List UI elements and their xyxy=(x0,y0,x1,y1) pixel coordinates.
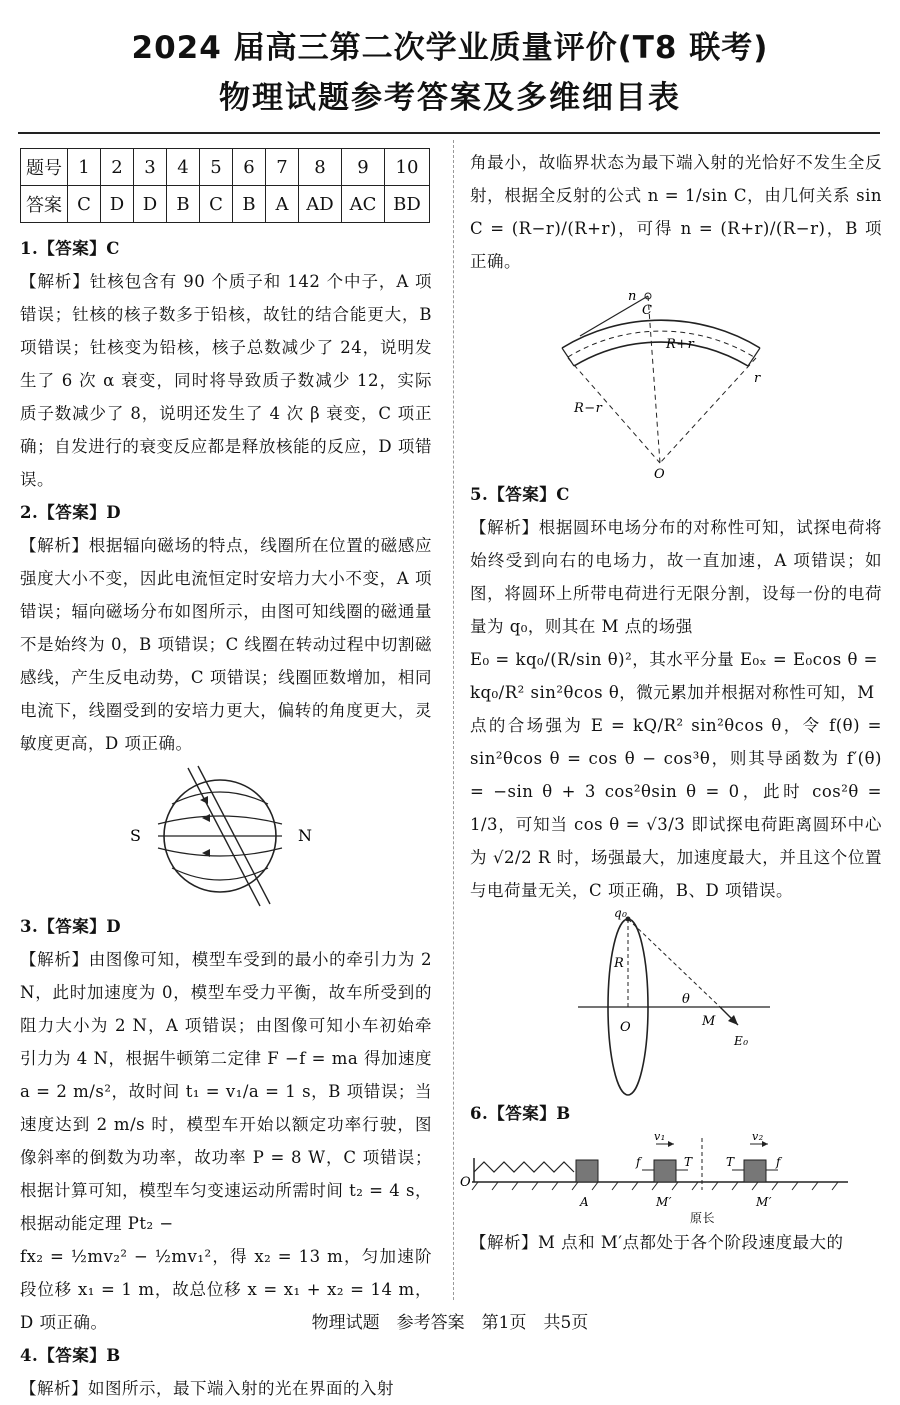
q5-analysis: 【解析】根据圆环电场分布的对称性可知，试探电荷将始终受到向右的电场力，故一直加速，A 项错误；如图，将圆环上所带电荷进行无限分割，设每一份的电荷量为 q₀，则其在 M 点的场强 xyxy=(470,518,882,636)
fiber-figure xyxy=(470,278,882,482)
table-cell: AC xyxy=(342,186,385,223)
q6-analysis: 【解析】M 点和 M′点都处于各个阶段速度最大的 xyxy=(470,1233,844,1252)
row-label: 答案 xyxy=(21,186,68,223)
q3-analysis-cont: fx₂ = ½mv₂² − ½mv₁²，得 x₂ = 13 m，匀加速阶段位移 x₁ = 1 m，故总位移 x = x₁ + x₂ = 14 m，D 项正确。 xyxy=(20,1247,432,1332)
table-cell: 9 xyxy=(342,149,385,186)
o-label: O xyxy=(654,467,666,482)
q5-formula-2: kq₀/R² sin²θcos θ，微元累加并根据对称性可知，M xyxy=(470,683,875,702)
right-column xyxy=(460,146,882,1259)
table-cell: 2 xyxy=(101,149,134,186)
spring-figure xyxy=(458,1130,882,1226)
ring-center-label: O xyxy=(620,1020,632,1035)
page-subtitle: 物理试题参考答案及多维细目表 xyxy=(219,80,681,116)
m-point-label: M xyxy=(702,1014,716,1029)
table-cell: 5 xyxy=(200,149,233,186)
q5-analysis-cont: 点的合场强为 E = kQ/R² sin²θcos θ，令 f(θ) = sin²θcos θ = cos θ − cos³θ，则其导函数为 f′(θ) = −sin θ + 3 cos²θsin θ = 0，此时 cos²θ = 1/3，可知当 cos θ = √3/3 即试探电荷距离圆环中心为 √2/2 R 时，场强最大，加速度最大，并且这个位置与电荷量无关，C 项正确，B、D 项错误。 xyxy=(470,716,882,900)
column-divider xyxy=(453,140,454,1300)
answer-table-answer-row xyxy=(21,186,430,223)
r-minus-r-label: R−r xyxy=(574,401,603,416)
table-cell: 4 xyxy=(167,149,200,186)
table-cell: B xyxy=(233,186,266,223)
m-prime-label-2: M′ xyxy=(756,1195,773,1209)
r-plus-r-label: R+r xyxy=(666,337,695,352)
table-cell: 6 xyxy=(233,149,266,186)
t-label-2: T xyxy=(726,1155,735,1169)
v1-label: v₁ xyxy=(654,1130,666,1143)
q3-analysis: 【解析】由图像可知，模型车受到的最小的牵引力为 2 N，此时加速度为 0，模型车受力平衡，故车所受到的阻力大小为 2 N，A 项错误；由图像可知小车初始牵引力为 4 N，根据牛顿第二定律 F −f = ma 得加速度 a = 2 m/s²，故时间 t₁ = v₁/a = 1 s，B 项错误；当速度达到 2 m/s 时，模型车开始以额定功率行驶，图像斜率的倒数为功率，故功率 P = 8 W，C 项错误；根据计算可知，模型车匀变速运动所需时间 t₂ = 4 s，根据动能定理 Pt₂ − xyxy=(20,950,432,1233)
n-label: n xyxy=(628,289,637,304)
q5-answer: 5.【答案】C xyxy=(470,485,570,504)
answer-table-number-row xyxy=(21,149,430,186)
o-label: O xyxy=(460,1175,472,1190)
q4-analysis-cont: 角最小，故临界状态为最下端入射的光恰好不发生全反射，根据全反射的公式 n = 1/sin C，由几何关系 sin C = (R−r)/(R+r)，可得 n = (R+r)/(R−r)，B 项正确。 xyxy=(470,153,882,271)
row-label: 题号 xyxy=(21,149,68,186)
q1-answer: 1.【答案】C xyxy=(20,239,120,258)
table-cell: 7 xyxy=(266,149,299,186)
table-cell: 3 xyxy=(134,149,167,186)
page-footer: 物理试题 参考答案 第1页 共5页 xyxy=(311,1313,589,1333)
q2-analysis: 【解析】根据辐向磁场的特点，线圈所在位置的磁感应强度大小不变，因此电流恒定时安培力大小不变，A 项错误；辐向磁场分布如图所示，由图可知线圈的磁通量不是始终为 0，B 项错误；C 线圈在转动过程中切割磁感线，产生反电动势，C 项错误；线圈匝数增加，相同电流下，线圈受到的安培力更大，偏转的角度更大，灵敏度更高，D 项正确。 xyxy=(20,536,432,753)
m-prime-label-1: M′ xyxy=(656,1195,673,1209)
radial-field-figure xyxy=(20,760,432,910)
r-label: r xyxy=(754,371,761,386)
ring-figure xyxy=(470,907,882,1097)
table-cell: C xyxy=(200,186,233,223)
c-label: C xyxy=(642,303,653,318)
theta-label: θ xyxy=(682,992,691,1007)
ring-radius-label: R xyxy=(614,956,625,971)
title-divider xyxy=(18,132,880,134)
answer-table xyxy=(20,148,430,223)
page-title: 2024 届高三第二次学业质量评价(T8 联考) xyxy=(131,30,769,66)
q5-formula-1: E₀ = kq₀/(R/sin θ)²，其水平分量 E₀ₓ = E₀cos θ = xyxy=(470,650,878,669)
f-label-1: f xyxy=(636,1155,641,1169)
table-cell: D xyxy=(101,186,134,223)
table-cell: D xyxy=(134,186,167,223)
table-cell: A xyxy=(266,186,299,223)
t-label-1: T xyxy=(684,1155,693,1169)
e0-label: E₀ xyxy=(734,1034,749,1048)
q1-analysis: 【解析】钍核包含有 90 个质子和 142 个中子，A 项错误；钍核的核子数多于铅核，故钍的结合能更大，B 项错误；钍核变为铅核，核子总数减少了 24，说明发生了 6 次 α 衰变，同时将导致质子数减少 12，实际质子数减少了 8，说明还发生了 4 次 β 衰变，C 项正确；自发进行的衰变反应都是释放核能的反应，D 项错误。 xyxy=(20,272,432,489)
q0-label: q₀ xyxy=(614,906,628,920)
south-pole-label: S xyxy=(130,826,142,845)
q2-answer: 2.【答案】D xyxy=(20,503,122,522)
table-cell: C xyxy=(68,186,101,223)
natural-length-label: 原长 xyxy=(690,1211,716,1225)
table-cell: B xyxy=(167,186,200,223)
f-label-2: f xyxy=(776,1155,781,1169)
table-cell: BD xyxy=(385,186,430,223)
north-pole-label: N xyxy=(298,826,313,845)
table-cell: 1 xyxy=(68,149,101,186)
q6-answer: 6.【答案】B xyxy=(470,1104,571,1123)
a-label: A xyxy=(580,1195,590,1209)
table-cell: AD xyxy=(299,186,342,223)
table-cell: 10 xyxy=(385,149,430,186)
q3-answer: 3.【答案】D xyxy=(20,917,122,936)
q4-analysis-start: 【解析】如图所示，最下端入射的光在界面的入射 xyxy=(20,1379,394,1398)
v2-label: v₂ xyxy=(752,1130,764,1143)
table-cell: 8 xyxy=(299,149,342,186)
left-column xyxy=(20,232,432,1405)
q4-answer: 4.【答案】B xyxy=(20,1346,121,1365)
